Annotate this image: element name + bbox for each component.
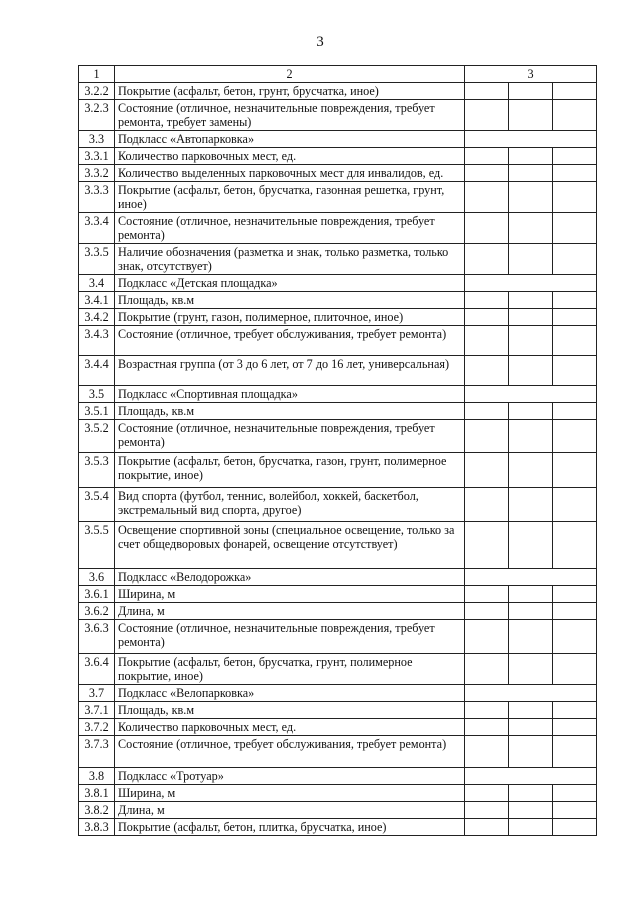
subclass-title: Подкласс «Детская площадка» xyxy=(115,275,465,292)
item-number: 3.5.2 xyxy=(79,420,115,453)
value-cell[interactable] xyxy=(465,165,509,182)
value-cell[interactable] xyxy=(509,182,553,213)
value-cell[interactable] xyxy=(553,356,597,386)
value-cell[interactable] xyxy=(553,326,597,356)
value-cell[interactable] xyxy=(509,603,553,620)
value-cell-merged xyxy=(465,386,597,403)
table-row xyxy=(79,488,597,522)
value-cell[interactable] xyxy=(553,719,597,736)
table-row xyxy=(79,802,597,819)
value-cell-merged xyxy=(465,569,597,586)
table-row xyxy=(79,719,597,736)
table-row xyxy=(79,654,597,685)
table-row xyxy=(79,165,597,182)
item-description: Длина, м xyxy=(115,802,465,819)
value-cell[interactable] xyxy=(509,326,553,356)
item-description: Ширина, м xyxy=(115,586,465,603)
item-description: Покрытие (асфальт, бетон, брусчатка, газонная решетка, грунт, иное) xyxy=(115,182,465,213)
table-row xyxy=(79,213,597,244)
item-number: 3.5 xyxy=(79,386,115,403)
item-number: 3.8.1 xyxy=(79,785,115,802)
value-cell[interactable] xyxy=(465,100,509,131)
value-cell[interactable] xyxy=(465,292,509,309)
item-number: 3.6.4 xyxy=(79,654,115,685)
item-number: 3.7 xyxy=(79,685,115,702)
table-row xyxy=(79,403,597,420)
item-description: Ширина, м xyxy=(115,785,465,802)
table-row xyxy=(79,182,597,213)
item-number: 3.6.1 xyxy=(79,586,115,603)
value-cell[interactable] xyxy=(465,213,509,244)
table-section-row xyxy=(79,768,597,785)
item-number: 3.2.3 xyxy=(79,100,115,131)
value-cell[interactable] xyxy=(509,403,553,420)
value-cell[interactable] xyxy=(509,522,553,569)
table-section-row xyxy=(79,386,597,403)
value-cell[interactable] xyxy=(465,356,509,386)
table-row xyxy=(79,736,597,768)
value-cell[interactable] xyxy=(553,148,597,165)
item-number: 3.5.4 xyxy=(79,488,115,522)
page-number: 3 xyxy=(316,34,324,50)
value-cell[interactable] xyxy=(553,83,597,100)
value-cell[interactable] xyxy=(509,453,553,488)
value-cell[interactable] xyxy=(465,603,509,620)
item-number: 3.6 xyxy=(79,569,115,586)
value-cell[interactable] xyxy=(509,244,553,275)
item-number: 3.4.4 xyxy=(79,356,115,386)
item-description: Состояние (отличное, требует обслуживания, требует ремонта) xyxy=(115,326,465,356)
value-cell[interactable] xyxy=(465,148,509,165)
item-number: 3.4.2 xyxy=(79,309,115,326)
item-number: 3.7.3 xyxy=(79,736,115,768)
value-cell[interactable] xyxy=(509,420,553,453)
value-cell[interactable] xyxy=(465,586,509,603)
value-cell[interactable] xyxy=(465,182,509,213)
value-cell[interactable] xyxy=(553,453,597,488)
table-section-row xyxy=(79,131,597,148)
item-number: 3.6.2 xyxy=(79,603,115,620)
table-section-row xyxy=(79,275,597,292)
item-number: 3.6.3 xyxy=(79,620,115,654)
item-description: Состояние (отличное, незначительные повреждения, требует ремонта) xyxy=(115,620,465,654)
value-cell[interactable] xyxy=(509,292,553,309)
table-row xyxy=(79,148,597,165)
value-cell[interactable] xyxy=(509,802,553,819)
table-section-row xyxy=(79,569,597,586)
item-description: Состояние (отличное, незначительные повреждения, требует ремонта) xyxy=(115,213,465,244)
item-number: 3.4.1 xyxy=(79,292,115,309)
value-cell[interactable] xyxy=(509,83,553,100)
value-cell[interactable] xyxy=(509,654,553,685)
item-description: Освещение спортивной зоны (специальное освещение, только за счет общедворовых фонарей, освещение отсутствует) xyxy=(115,522,465,569)
item-number: 3.3.2 xyxy=(79,165,115,182)
value-cell[interactable] xyxy=(465,654,509,685)
item-description: Возрастная группа (от 3 до 6 лет, от 7 до 16 лет, универсальная) xyxy=(115,356,465,386)
item-description: Наличие обозначения (разметка и знак, только разметка, только знак, отсутствует) xyxy=(115,244,465,275)
value-cell[interactable] xyxy=(465,785,509,802)
table-row xyxy=(79,785,597,802)
value-cell[interactable] xyxy=(553,802,597,819)
value-cell[interactable] xyxy=(553,244,597,275)
value-cell[interactable] xyxy=(553,522,597,569)
value-cell[interactable] xyxy=(465,420,509,453)
table-section-row xyxy=(79,685,597,702)
table-row xyxy=(79,83,597,100)
value-cell[interactable] xyxy=(465,326,509,356)
item-description: Состояние (отличное, требует обслуживания, требует ремонта) xyxy=(115,736,465,768)
value-cell[interactable] xyxy=(465,83,509,100)
value-cell[interactable] xyxy=(553,182,597,213)
item-description: Покрытие (асфальт, бетон, брусчатка, газон, грунт, полимерное покрытие, иное) xyxy=(115,453,465,488)
value-cell[interactable] xyxy=(553,488,597,522)
value-cell[interactable] xyxy=(553,785,597,802)
value-cell[interactable] xyxy=(509,309,553,326)
subclass-title: Подкласс «Велопарковка» xyxy=(115,685,465,702)
table-row xyxy=(79,420,597,453)
item-description: Количество парковочных мест, ед. xyxy=(115,148,465,165)
item-description: Состояние (отличное, незначительные повреждения, требует ремонта, требует замены) xyxy=(115,100,465,131)
table-row xyxy=(79,100,597,131)
value-cell[interactable] xyxy=(553,603,597,620)
item-description: Покрытие (асфальт, бетон, плитка, брусчатка, иное) xyxy=(115,819,465,836)
item-number: 3.7.1 xyxy=(79,702,115,719)
value-cell[interactable] xyxy=(509,620,553,654)
item-description: Площадь, кв.м xyxy=(115,292,465,309)
value-cell[interactable] xyxy=(509,165,553,182)
table-row xyxy=(79,309,597,326)
subclass-title: Подкласс «Велодорожка» xyxy=(115,569,465,586)
item-description: Состояние (отличное, незначительные повреждения, требует ремонта) xyxy=(115,420,465,453)
item-number: 3.8.3 xyxy=(79,819,115,836)
value-cell[interactable] xyxy=(465,244,509,275)
value-cell[interactable] xyxy=(553,702,597,719)
subclass-title: Подкласс «Тротуар» xyxy=(115,768,465,785)
value-cell[interactable] xyxy=(553,420,597,453)
value-cell[interactable] xyxy=(465,620,509,654)
value-cell[interactable] xyxy=(553,292,597,309)
table-row xyxy=(79,292,597,309)
item-description: Вид спорта (футбол, теннис, волейбол, хоккей, баскетбол, экстремальный вид спорта, другое) xyxy=(115,488,465,522)
item-number: 3.7.2 xyxy=(79,719,115,736)
table-row xyxy=(79,819,597,836)
item-description: Покрытие (асфальт, бетон, брусчатка, грунт, полимерное покрытие, иное) xyxy=(115,654,465,685)
table-row xyxy=(79,620,597,654)
item-number: 3.5.5 xyxy=(79,522,115,569)
value-cell[interactable] xyxy=(509,819,553,836)
value-cell[interactable] xyxy=(553,620,597,654)
value-cell[interactable] xyxy=(509,356,553,386)
value-cell[interactable] xyxy=(509,488,553,522)
value-cell-merged xyxy=(465,768,597,785)
table-row xyxy=(79,326,597,356)
value-cell[interactable] xyxy=(465,488,509,522)
item-number: 3.3.3 xyxy=(79,182,115,213)
value-cell[interactable] xyxy=(553,654,597,685)
table-row xyxy=(79,586,597,603)
item-number: 3.8 xyxy=(79,768,115,785)
item-number: 3.8.2 xyxy=(79,802,115,819)
value-cell-merged xyxy=(465,275,597,292)
item-number: 3.3.4 xyxy=(79,213,115,244)
item-description: Площадь, кв.м xyxy=(115,702,465,719)
item-number: 3.4.3 xyxy=(79,326,115,356)
value-cell[interactable] xyxy=(465,736,509,768)
value-cell[interactable] xyxy=(465,719,509,736)
value-cell[interactable] xyxy=(509,785,553,802)
column-header-3: 3 xyxy=(465,66,597,83)
value-cell-merged xyxy=(465,685,597,702)
value-cell[interactable] xyxy=(465,802,509,819)
value-cell[interactable] xyxy=(465,453,509,488)
column-header-1: 1 xyxy=(79,66,115,83)
table-row xyxy=(79,522,597,569)
item-number: 3.3.1 xyxy=(79,148,115,165)
value-cell[interactable] xyxy=(465,403,509,420)
column-header-2: 2 xyxy=(115,66,465,83)
value-cell[interactable] xyxy=(509,586,553,603)
value-cell[interactable] xyxy=(553,819,597,836)
value-cell[interactable] xyxy=(553,165,597,182)
value-cell[interactable] xyxy=(509,148,553,165)
table-header-row xyxy=(79,66,597,83)
value-cell[interactable] xyxy=(509,702,553,719)
item-number: 3.3 xyxy=(79,131,115,148)
value-cell[interactable] xyxy=(509,213,553,244)
subclass-title: Подкласс «Спортивная площадка» xyxy=(115,386,465,403)
value-cell[interactable] xyxy=(553,213,597,244)
item-number: 3.5.1 xyxy=(79,403,115,420)
value-cell[interactable] xyxy=(465,522,509,569)
item-description: Количество парковочных мест, ед. xyxy=(115,719,465,736)
value-cell[interactable] xyxy=(509,719,553,736)
item-description: Покрытие (грунт, газон, полимерное, плиточное, иное) xyxy=(115,309,465,326)
value-cell[interactable] xyxy=(509,100,553,131)
item-number: 3.2.2 xyxy=(79,83,115,100)
value-cell[interactable] xyxy=(553,100,597,131)
item-description: Покрытие (асфальт, бетон, грунт, брусчатка, иное) xyxy=(115,83,465,100)
item-description: Длина, м xyxy=(115,603,465,620)
item-description: Площадь, кв.м xyxy=(115,403,465,420)
table-row xyxy=(79,702,597,719)
table-row xyxy=(79,453,597,488)
value-cell[interactable] xyxy=(553,309,597,326)
value-cell[interactable] xyxy=(553,586,597,603)
subclass-title: Подкласс «Автопарковка» xyxy=(115,131,465,148)
value-cell[interactable] xyxy=(553,736,597,768)
table-row xyxy=(79,603,597,620)
item-description: Количество выделенных парковочных мест для инвалидов, ед. xyxy=(115,165,465,182)
table-row xyxy=(79,244,597,275)
item-number: 3.5.3 xyxy=(79,453,115,488)
value-cell[interactable] xyxy=(465,309,509,326)
item-number: 3.4 xyxy=(79,275,115,292)
value-cell[interactable] xyxy=(465,819,509,836)
item-number: 3.3.5 xyxy=(79,244,115,275)
value-cell[interactable] xyxy=(465,702,509,719)
form-table xyxy=(78,65,597,836)
value-cell-merged xyxy=(465,131,597,148)
value-cell[interactable] xyxy=(553,403,597,420)
value-cell[interactable] xyxy=(509,736,553,768)
table-row xyxy=(79,356,597,386)
